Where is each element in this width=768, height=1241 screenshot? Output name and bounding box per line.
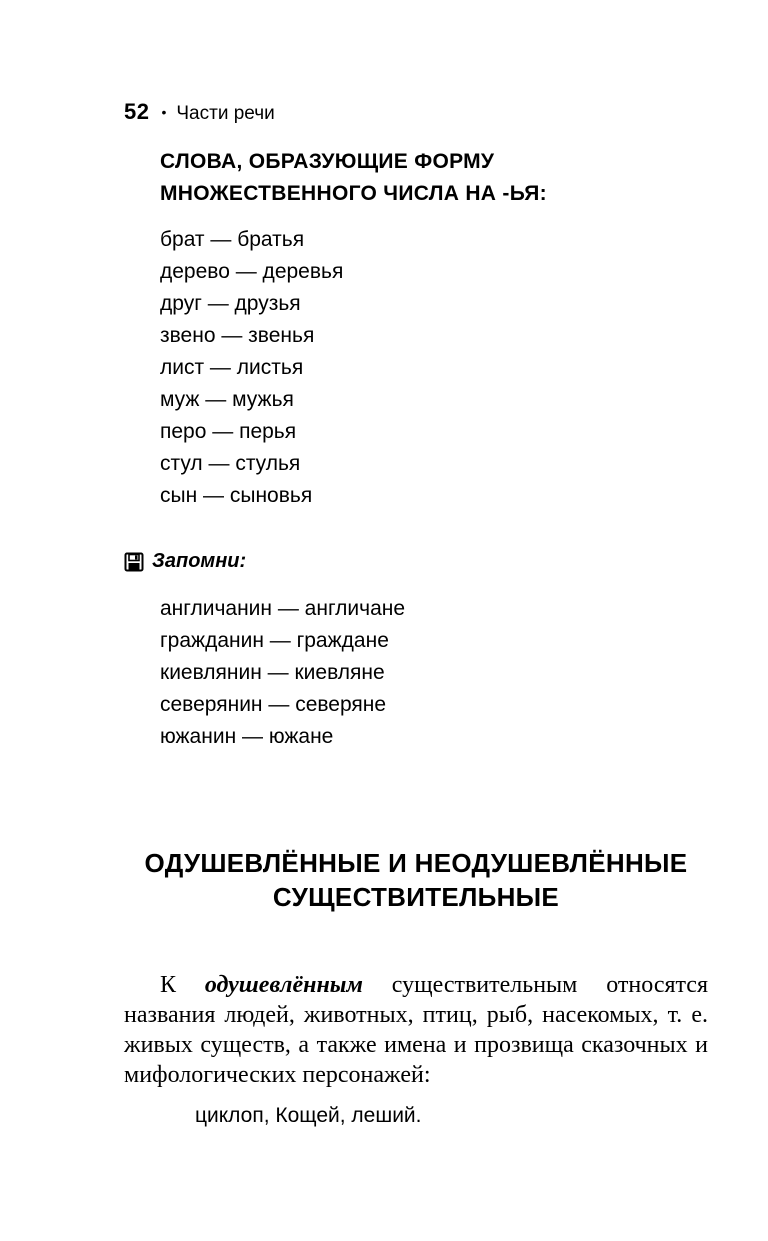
plural-ya-heading-line1: СЛОВА, ОБРАЗУЮЩИЕ ФОРМУ	[160, 150, 495, 173]
floppy-disk-icon	[124, 552, 144, 572]
list-item: северянин — северяне	[160, 693, 387, 716]
list-item: муж — мужья	[160, 388, 294, 411]
list-item: дерево — деревья	[160, 260, 344, 283]
paragraph-lead: К	[160, 972, 205, 998]
section-title	[124, 846, 708, 914]
list-item: звено — звенья	[160, 324, 315, 347]
plural-ya-heading-suffix: -ЬЯ:	[502, 182, 547, 205]
remember-label: Запомни:	[152, 550, 247, 572]
header-bullet: •	[161, 104, 167, 120]
list-item: брат — братья	[160, 228, 305, 251]
paragraph-rest: существительным относятся названия людей, животных, птиц, рыб, насекомых, т. е. живых существ, а также имена и прозвища сказочных и мифологических персонажей:	[124, 972, 708, 1088]
list-item: гражданин — граждане	[160, 629, 389, 652]
paragraph-term: одушевлённым	[204, 972, 363, 998]
list-item: киевлянин — киевляне	[160, 661, 385, 684]
list-item: стул — стулья	[160, 452, 301, 475]
section-title-line1: ОДУШЕВЛЁННЫЕ И НЕОДУШЕВЛЁННЫЕ	[144, 848, 688, 878]
list-item: сын — сыновья	[160, 484, 313, 507]
plural-ya-heading-prefix: МНОЖЕСТВЕННОГО ЧИСЛА НА	[160, 182, 503, 205]
header-section-title: Части речи	[176, 103, 275, 124]
plural-ya-heading-line2	[160, 178, 547, 210]
list-item: перо — перья	[160, 420, 297, 443]
plural-ya-list	[160, 224, 343, 512]
page-number: 52	[124, 99, 150, 124]
list-item: лист — листья	[160, 356, 304, 379]
example-line: циклоп, Кощей, леший.	[195, 1104, 422, 1127]
remember-callout	[124, 550, 246, 573]
running-header	[124, 98, 275, 128]
plural-ya-heading	[160, 146, 547, 210]
list-item: друг — друзья	[160, 292, 301, 315]
list-item: англичанин — англичане	[160, 597, 406, 620]
list-item: южанин — южане	[160, 725, 334, 748]
section-title-line2: СУЩЕСТВИТЕЛЬНЫЕ	[272, 882, 560, 912]
remember-list	[160, 593, 405, 753]
body-paragraph	[124, 970, 708, 1090]
